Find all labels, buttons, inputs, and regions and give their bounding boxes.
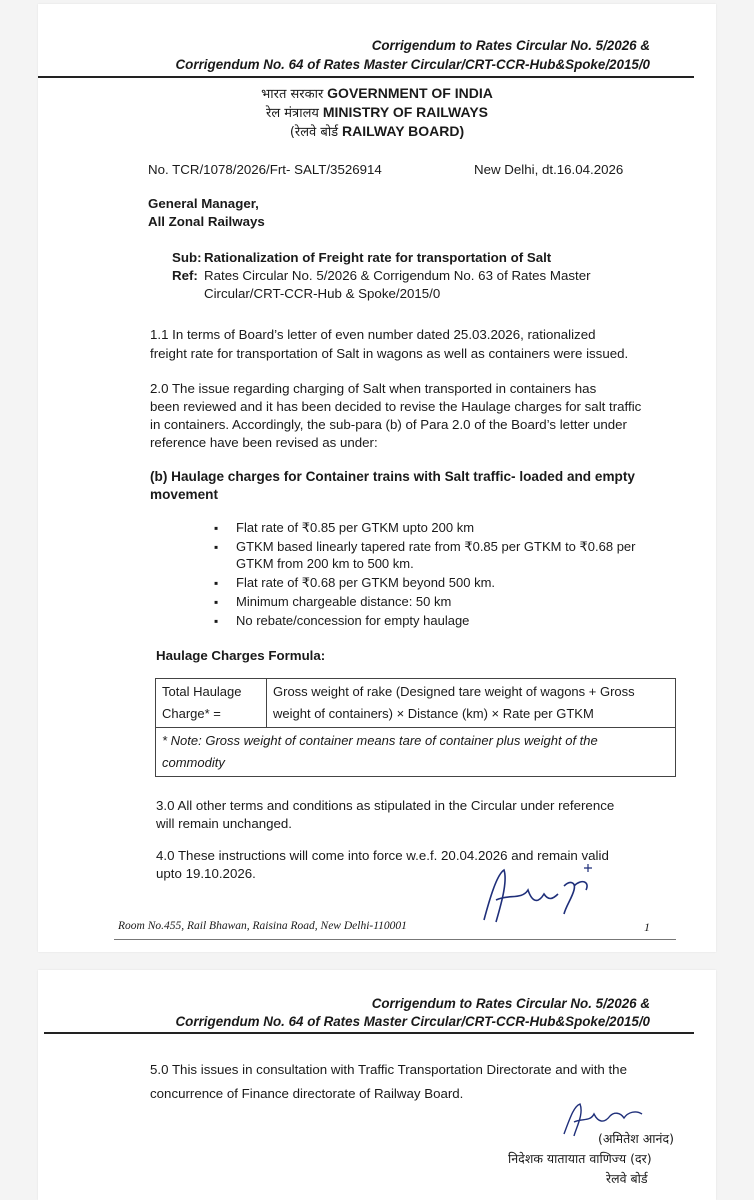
formula-value-line-1: Gross weight of rake (Designed tare weight of wagons + Gross	[273, 684, 635, 699]
para-3-0-line-2: will remain unchanged.	[156, 816, 293, 831]
addressee-line-2: All Zonal Railways	[148, 214, 265, 229]
reference-number: No. TCR/1078/2026/Frt- SALT/3526914	[148, 162, 382, 177]
para-2-0-line-3: in containers. Accordingly, the sub-para (b) of Para 2.0 of the Board’s letter under	[150, 417, 627, 432]
bullet-item: ▪ Flat rate of ₹0.68 per GTKM beyond 500 km.	[236, 574, 495, 592]
formula-value-cell	[267, 679, 676, 728]
table-row	[156, 679, 676, 728]
bullet-item: ▪ Flat rate of ₹0.85 per GTKM upto 200 km	[236, 519, 474, 537]
footer-rule	[114, 939, 676, 940]
letterhead-board	[38, 122, 716, 140]
formula-note-line-1: * Note: Gross weight of container means tare of container plus weight of the	[162, 733, 598, 748]
footer-address: Room No.455, Rail Bhawan, Raisina Road, New Delhi-110001	[118, 920, 407, 932]
haulage-formula-table	[155, 678, 676, 777]
para-2-0-line-1: 2.0 The issue regarding charging of Salt when transported in containers has	[150, 381, 597, 396]
header-rule	[38, 76, 694, 78]
para-1-1-line-1: 1.1 In terms of Board’s letter of even number dated 25.03.2026, rationalized	[150, 327, 596, 342]
letterhead-ministry	[38, 103, 716, 121]
letterhead-ministry-english: MINISTRY OF RAILWAYS	[322, 104, 488, 120]
subject-label: Sub:	[172, 250, 202, 265]
formula-note-cell	[156, 728, 676, 777]
addressee-line-1: General Manager,	[148, 196, 259, 211]
formula-heading: Haulage Charges Formula:	[156, 648, 326, 663]
section-b-line-1: (b) Haulage charges for Container trains with Salt traffic- loaded and empty	[150, 469, 635, 484]
formula-note-line-2: commodity	[162, 755, 225, 770]
corrigendum-header-line-2: Corrigendum No. 64 of Rates Master Circular/CRT-CCR-Hub&Spoke/2015/0	[175, 1014, 650, 1029]
signatory-designation: निदेशक यातायात वाणिज्य (दर)	[508, 1151, 652, 1166]
formula-value-line-2: weight of containers) × Distance (km) × Rate per GTKM	[273, 706, 594, 721]
corrigendum-header-line-2: Corrigendum No. 64 of Rates Master Circular/CRT-CCR-Hub&Spoke/2015/0	[175, 57, 650, 72]
signatory-name: (अमितेश आनंद)	[598, 1131, 674, 1146]
formula-label-cell	[156, 679, 267, 728]
formula-label-line-1: Total Haulage	[162, 684, 242, 699]
letterhead-board-hindi: (रेलवे बोर्ड	[289, 125, 339, 140]
document-page-1	[38, 4, 716, 952]
reference-label: Ref:	[172, 268, 198, 283]
para-1-1-line-2: freight rate for transportation of Salt in wagons as well as containers were issued.	[150, 346, 629, 361]
page-number: 1	[644, 920, 650, 934]
bullet-item-continuation: GTKM from 200 km to 500 km.	[236, 556, 414, 571]
para-3-0-line-1: 3.0 All other terms and conditions as stipulated in the Circular under reference	[156, 798, 615, 813]
formula-label-line-2: Charge* =	[162, 706, 221, 721]
para-5-0-line-2: concurrence of Finance directorate of Railway Board.	[150, 1086, 464, 1101]
letterhead-government	[38, 84, 716, 102]
reference-line-2: Circular/CRT-CCR-Hub & Spoke/2015/0	[204, 286, 441, 301]
para-4-0-line-1: 4.0 These instructions will come into force w.e.f. 20.04.2026 and remain valid	[156, 848, 609, 863]
subject-text: Rationalization of Freight rate for transportation of Salt	[204, 250, 552, 265]
para-2-0-line-4: reference have been revised as under:	[150, 435, 378, 450]
letterhead-government-hindi: भारत सरकार	[261, 87, 324, 102]
signatory-organisation: रेलवे बोर्ड	[606, 1171, 648, 1186]
place-date: New Delhi, dt.16.04.2026	[474, 162, 624, 177]
letterhead-board-english: RAILWAY BOARD)	[342, 123, 465, 139]
letterhead-ministry-hindi: रेल मंत्रालय	[266, 106, 319, 121]
letterhead-government-english: GOVERNMENT OF INDIA	[327, 85, 493, 101]
para-2-0-line-2: been reviewed and it has been decided to revise the Haulage charges for salt traffic	[150, 399, 642, 414]
corrigendum-header-line-1: Corrigendum to Rates Circular No. 5/2026 &	[371, 996, 650, 1011]
corrigendum-header-line-1: Corrigendum to Rates Circular No. 5/2026 &	[371, 38, 650, 53]
header-rule	[44, 1032, 694, 1034]
reference-line-1: Rates Circular No. 5/2026 & Corrigendum No. 63 of Rates Master	[204, 268, 591, 283]
section-b-line-2: movement	[150, 487, 218, 502]
table-row	[156, 728, 676, 777]
para-5-0-line-1: 5.0 This issues in consultation with Traffic Transportation Directorate and with the	[150, 1062, 627, 1077]
bullet-item: ▪ No rebate/concession for empty haulage	[236, 612, 469, 630]
document-page-2	[38, 970, 716, 1200]
handwritten-signature	[478, 860, 598, 930]
para-4-0-line-2: upto 19.10.2026.	[156, 866, 256, 881]
bullet-item: ▪ GTKM based linearly tapered rate from ₹0.85 per GTKM to ₹0.68 per	[236, 538, 636, 556]
bullet-item: ▪ Minimum chargeable distance: 50 km	[236, 593, 451, 611]
